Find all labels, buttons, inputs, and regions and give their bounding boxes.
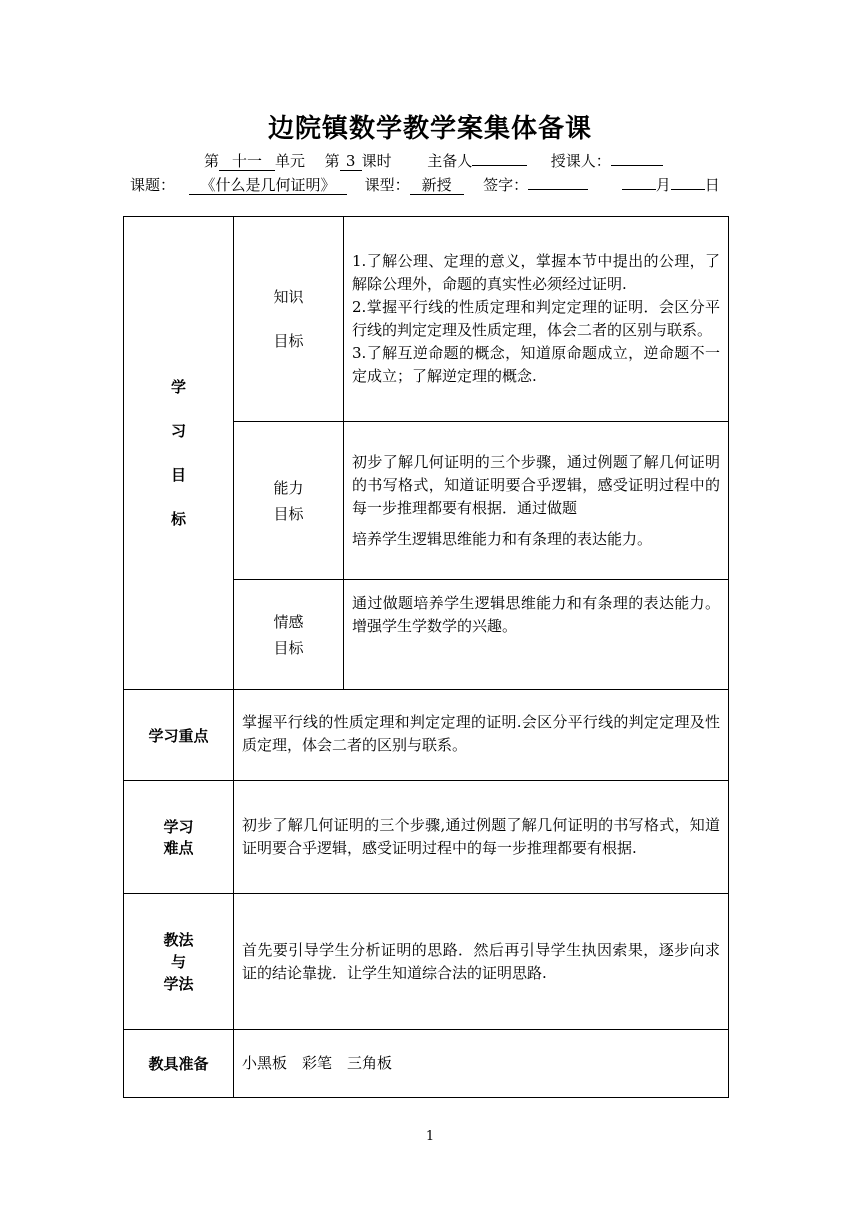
objectives-char-1: 学 [170, 378, 186, 396]
header-line-2 [130, 174, 720, 195]
difficulties-row [124, 781, 729, 894]
ability-content [344, 422, 729, 580]
lesson-number: 3 [340, 153, 362, 171]
objectives-char-2: 习 [170, 422, 186, 440]
preparer-label: 主备人 [427, 152, 473, 170]
document-title: 边院镇数学教学案集体备课 [267, 114, 592, 144]
difficulties-label-top: 学习 [163, 818, 194, 836]
difficulties-content: 初步了解几何证明的三个步骤,通过例题了解几何证明的书写格式，知道证明要合乎逻辑，感受证明过程中的每一步推理都要有根据. [234, 781, 729, 894]
knowledge-item-3: 3.了解互逆命题的概念，知道原命题成立，逆命题不一定成立；了解逆定理的概念. [352, 344, 720, 385]
methods-content: 首先要引导学生分析证明的思路．然后再引导学生执因索果，逐步向求证的结论靠拢．让学生知道综合法的证明思路. [234, 894, 729, 1030]
sign-label: 签字： [483, 176, 529, 194]
emotion-text: 通过做题培养学生逻辑思维能力和有条理的表达能力。增强学生学数学的兴趣。 [352, 594, 720, 635]
knowledge-item-2: 2.掌握平行线的性质定理和判定定理的证明．会区分平行线的判定定理及性质定理，体会二者的区别与联系。 [352, 298, 720, 339]
header-line-1 [204, 150, 663, 171]
day-blank [671, 189, 705, 190]
teacher-value [611, 165, 663, 166]
ability-text-1: 初步了解几何证明的三个步骤，通过例题了解几何证明的书写格式，知道证明要合乎逻辑，感受证明过程中的每一步推理都要有根据．通过做题 [352, 452, 720, 517]
unit-prefix: 第 [204, 152, 220, 170]
methods-label-top: 教法 [163, 930, 194, 949]
type-value: 新授 [410, 177, 464, 195]
methods-row [124, 894, 729, 1030]
objectives-label [124, 217, 234, 690]
key-points-row [124, 690, 729, 781]
ability-label-bottom: 目标 [273, 504, 304, 523]
tools-content: 小黑板 彩笔 三角板 [234, 1030, 729, 1098]
emotion-content [344, 580, 729, 690]
lesson-prefix: 第 [324, 152, 340, 170]
topic-label: 课题： [130, 176, 176, 194]
ability-label-top: 能力 [273, 478, 304, 497]
page-number: 1 [425, 1129, 435, 1144]
difficulties-label [124, 781, 234, 894]
knowledge-item-1: 1.了解公理、定理的意义，掌握本节中提出的公理，了解除公理外，命题的真实性必须经过证明. [352, 252, 720, 293]
knowledge-label [234, 217, 344, 422]
lesson-label: 课时 [361, 152, 392, 170]
difficulties-label-bottom: 难点 [163, 839, 194, 857]
emotion-label-top: 情感 [273, 612, 304, 631]
methods-label [124, 894, 234, 1030]
methods-label-mid: 与 [170, 952, 186, 971]
tools-label: 教具准备 [124, 1030, 234, 1098]
day-label: 日 [704, 176, 720, 194]
objectives-char-3: 目 [170, 466, 186, 484]
knowledge-content [344, 217, 729, 422]
sign-value [528, 189, 588, 190]
emotion-label-bottom: 目标 [273, 638, 304, 657]
objectives-char-4: 标 [170, 510, 186, 528]
emotion-label [234, 580, 344, 690]
key-points-content: 掌握平行线的性质定理和判定定理的证明.会区分平行线的判定定理及性质定理，体会二者的区别与联系。 [234, 690, 729, 781]
type-label: 课型： [364, 176, 410, 194]
unit-number: 十一 [219, 153, 275, 171]
knowledge-label-top: 知识 [273, 288, 304, 306]
ability-text-2: 培养学生逻辑思维能力和有条理的表达能力。 [352, 529, 653, 548]
topic-value: 《什么是几何证明》 [189, 177, 347, 195]
unit-label: 单元 [275, 152, 306, 170]
month-blank [622, 189, 656, 190]
key-points-label: 学习重点 [124, 690, 234, 781]
knowledge-row [124, 217, 729, 422]
preparer-value [472, 165, 527, 166]
methods-label-bottom: 学法 [163, 974, 194, 993]
ability-label [234, 422, 344, 580]
teacher-label: 授课人： [550, 152, 611, 170]
month-label: 月 [655, 176, 671, 194]
knowledge-label-bottom: 目标 [273, 332, 304, 350]
lesson-plan-table [123, 216, 729, 1098]
tools-row [124, 1030, 729, 1098]
